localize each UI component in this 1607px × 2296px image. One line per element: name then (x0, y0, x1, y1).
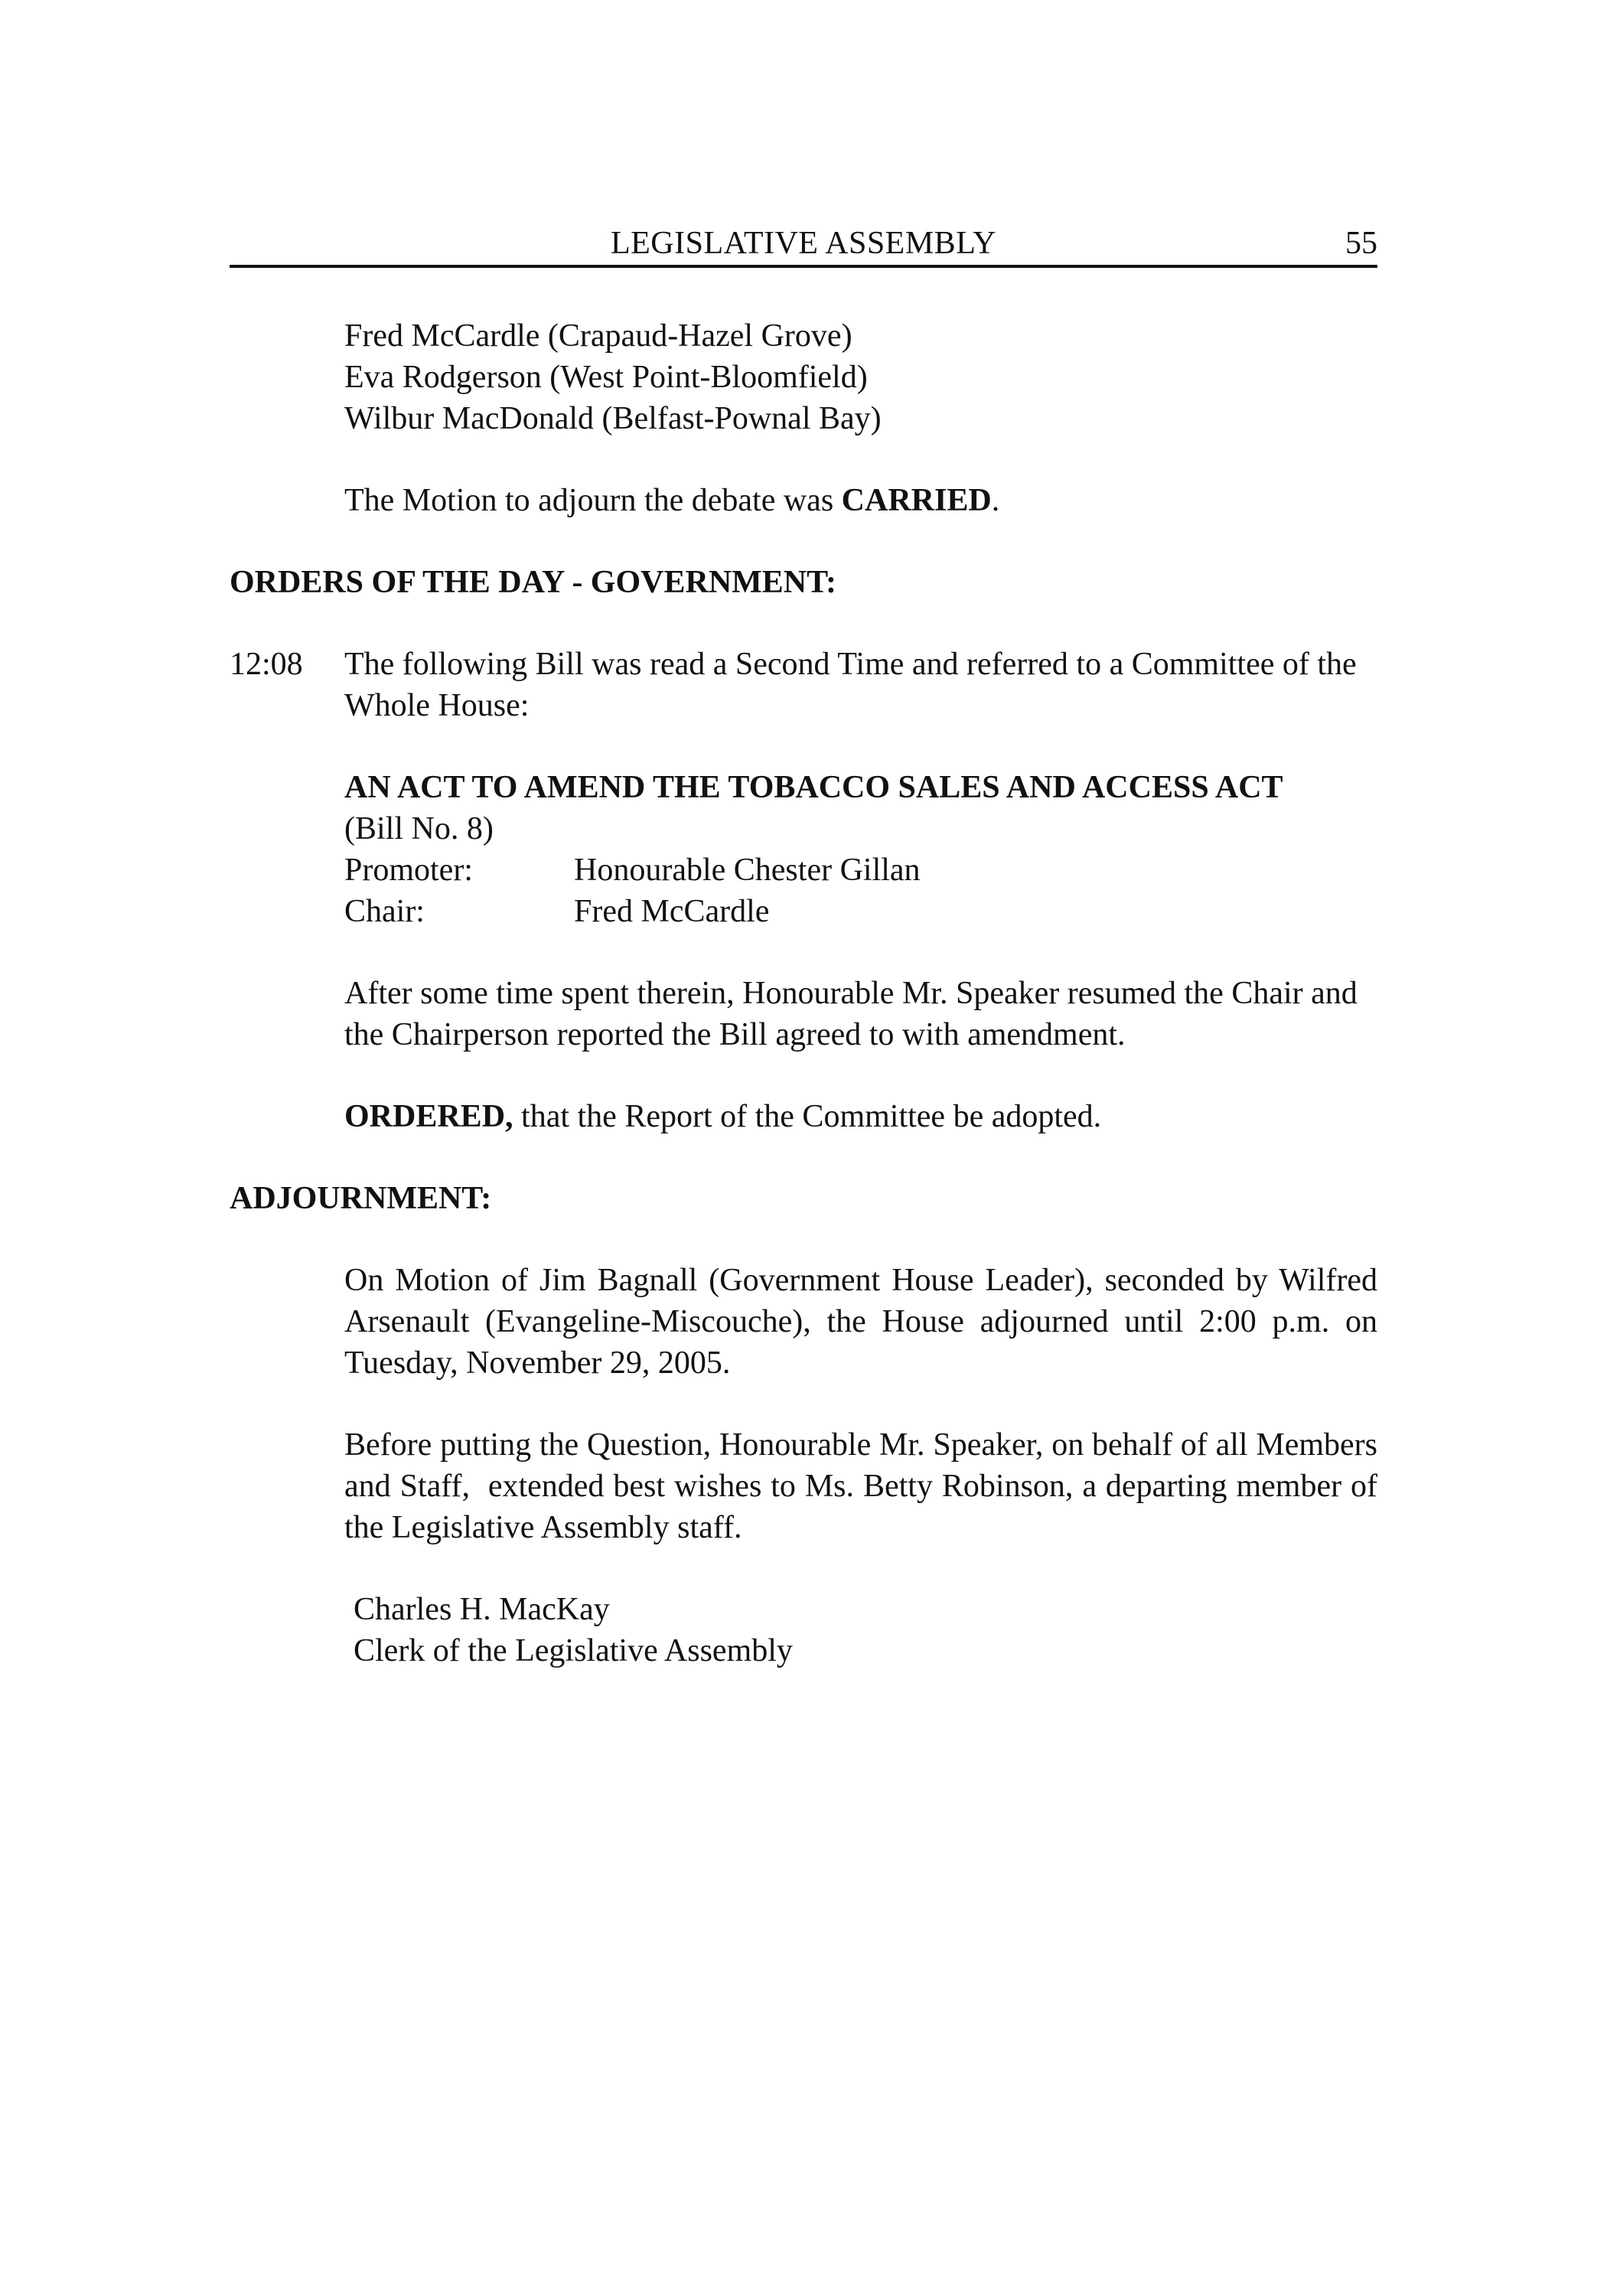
motion-result (344, 480, 1377, 521)
signature-block (354, 1589, 1377, 1671)
page-header (230, 222, 1377, 268)
page-number: 55 (1345, 226, 1377, 261)
member-line: Fred McCardle (Crapaud-Hazel Grove) (344, 318, 852, 354)
ordered-paragraph (344, 1096, 1377, 1137)
adjournment-heading: ADJOURNMENT: (230, 1181, 492, 1216)
promoter-name: Honourable Chester Gillan (574, 853, 921, 888)
second-reading-entry (230, 644, 1377, 726)
document-page (230, 222, 1386, 1671)
entry-text: The following Bill was read a Second Time and referred to a Committee of the Whole House: (344, 647, 1357, 723)
entry-time: 12:08 (230, 647, 303, 682)
bill-title: AN ACT TO AMEND THE TOBACCO SALES AND ACCESS ACT (344, 770, 1283, 805)
member-list (344, 315, 1377, 439)
signature-title: Clerk of the Legislative Assembly (354, 1633, 793, 1668)
ordered-lead: ORDERED, (344, 1099, 513, 1134)
chair-label: Chair: (344, 894, 425, 929)
bill-chair-row (344, 891, 1377, 932)
header-title: LEGISLATIVE ASSEMBLY (611, 226, 996, 261)
ordered-text: that the Report of the Committee be adopted. (513, 1099, 1102, 1134)
motion-result-end: . (991, 483, 1000, 518)
bill-promoter-row (344, 850, 1377, 891)
orders-heading: ORDERS OF THE DAY - GOVERNMENT: (230, 565, 837, 600)
speaker-wishes: Before putting the Question, Honourable Mr. Speaker, on behalf of all Members and Staff, extended best wishes to Ms. Betty Robinson, a departing member of the Legislative Assembly staff. (344, 1427, 1386, 1545)
promoter-label: Promoter: (344, 853, 473, 888)
motion-result-status: CARRIED (841, 483, 992, 518)
adjournment-motion: On Motion of Jim Bagnall (Government House Leader), seconded by Wilfred Arsenault (Evangeline-Miscouche), the House adjourned until 2:00 p.m. on Tuesday, November 29, 2005. (344, 1263, 1377, 1381)
chair-name: Fred McCardle (574, 894, 770, 929)
member-line: Wilbur MacDonald (Belfast-Pownal Bay) (344, 401, 882, 436)
signature-name: Charles H. MacKay (354, 1592, 610, 1627)
bill-block (344, 767, 1377, 932)
bill-number: (Bill No. 8) (344, 811, 494, 846)
committee-report: After some time spent therein, Honourable Mr. Speaker resumed the Chair and the Chairperson reported the Bill agreed to with amendment. (344, 976, 1358, 1052)
motion-result-text: The Motion to adjourn the debate was (344, 483, 842, 518)
member-line: Eva Rodgerson (West Point-Bloomfield) (344, 360, 868, 395)
